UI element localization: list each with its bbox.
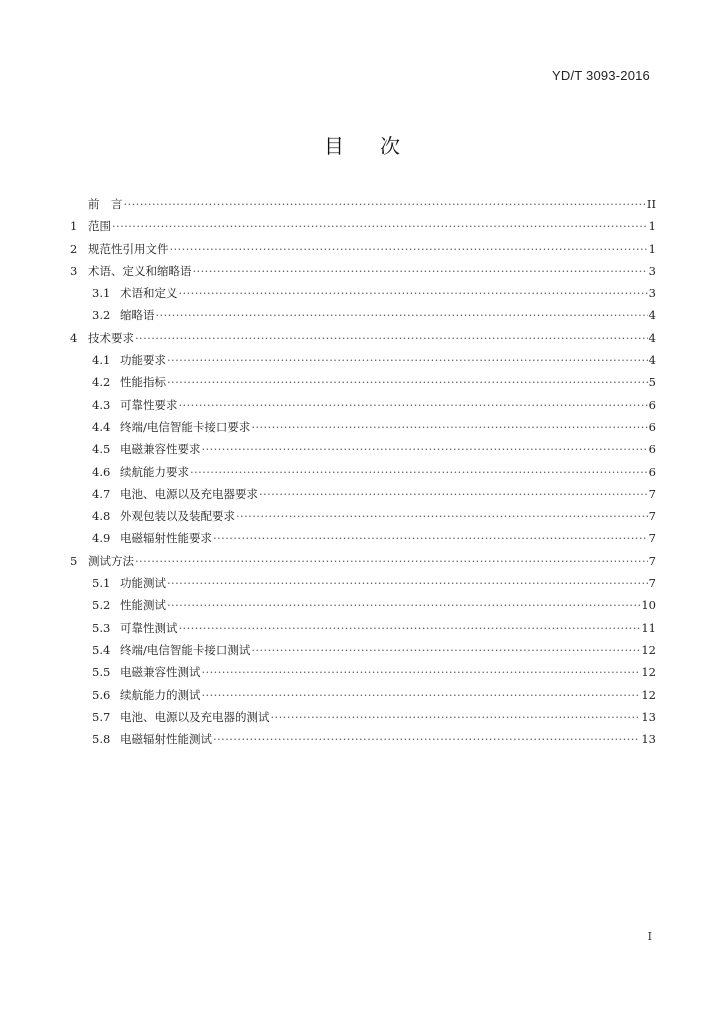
toc-leader-dots bbox=[112, 215, 648, 237]
toc-entry-number: 1 bbox=[70, 219, 78, 234]
toc-leader-dots bbox=[193, 260, 648, 282]
toc-entry-page: 6 bbox=[648, 419, 656, 434]
toc-entry-title: 终端/电信智能卡接口测试 bbox=[120, 642, 251, 657]
toc-entry-title: 技术要求 bbox=[88, 330, 134, 345]
toc-entry-title: 电磁辐射性能要求 bbox=[120, 531, 212, 546]
toc-entry-number: 5.7 bbox=[92, 709, 111, 724]
toc-entry-title: 电磁兼容性测试 bbox=[120, 665, 201, 680]
toc-entry-page: 4 bbox=[648, 353, 656, 368]
toc-entry-number: 4.6 bbox=[92, 464, 111, 479]
toc-entry-title: 功能测试 bbox=[120, 576, 166, 591]
toc-entry[interactable] bbox=[70, 661, 656, 683]
toc-entry[interactable] bbox=[70, 416, 656, 438]
toc-entry-number: 5.6 bbox=[92, 687, 111, 702]
toc-leader-dots bbox=[179, 617, 641, 639]
toc-entry-title: 规范性引用文件 bbox=[88, 241, 169, 256]
toc-entry-number: 5.5 bbox=[92, 665, 111, 680]
toc-leader-dots bbox=[170, 238, 648, 260]
toc-entry-number: 4.7 bbox=[92, 486, 111, 501]
toc-entry-number: 3 bbox=[70, 263, 78, 278]
toc-entry[interactable] bbox=[70, 193, 656, 215]
toc-entry-page: 12 bbox=[641, 642, 656, 657]
toc-title: 目次 bbox=[324, 134, 436, 158]
toc-entry-page: 10 bbox=[641, 598, 656, 613]
toc-leader-dots bbox=[202, 661, 641, 683]
toc-entry-title: 终端/电信智能卡接口要求 bbox=[120, 419, 251, 434]
toc-leader-dots bbox=[213, 728, 640, 750]
toc-entry[interactable] bbox=[70, 505, 656, 527]
toc-leader-dots bbox=[124, 193, 646, 215]
toc-entry-page: 7 bbox=[648, 576, 656, 591]
toc-entry-page: 12 bbox=[641, 665, 656, 680]
table-of-contents bbox=[70, 193, 656, 750]
toc-entry-title: 可靠性测试 bbox=[120, 620, 178, 635]
toc-entry-title: 术语、定义和缩略语 bbox=[88, 263, 192, 278]
toc-leader-dots bbox=[179, 282, 648, 304]
toc-entry[interactable] bbox=[70, 594, 656, 616]
toc-entry-number: 5.8 bbox=[92, 732, 111, 747]
toc-entry-number: 4.8 bbox=[92, 509, 111, 524]
toc-leader-dots bbox=[202, 438, 648, 460]
toc-entry[interactable] bbox=[70, 550, 656, 572]
toc-entry[interactable] bbox=[70, 304, 656, 326]
toc-entry-number: 2 bbox=[70, 241, 78, 256]
toc-entry-title: 电池、电源以及充电器的测试 bbox=[120, 709, 270, 724]
toc-entry-page: 13 bbox=[641, 709, 656, 724]
toc-entry-title: 测试方法 bbox=[88, 553, 134, 568]
toc-entry-title: 外观包装以及装配要求 bbox=[120, 509, 235, 524]
toc-leader-dots bbox=[271, 706, 641, 728]
toc-entry-number: 4.1 bbox=[92, 353, 111, 368]
toc-entry[interactable] bbox=[70, 728, 656, 750]
toc-entry[interactable] bbox=[70, 617, 656, 639]
toc-entry[interactable] bbox=[70, 394, 656, 416]
toc-leader-dots bbox=[167, 572, 648, 594]
toc-entry-page: 11 bbox=[641, 620, 656, 635]
toc-leader-dots bbox=[202, 684, 641, 706]
toc-entry-page: 6 bbox=[648, 397, 656, 412]
toc-entry-title: 电池、电源以及充电器要求 bbox=[120, 486, 258, 501]
toc-entry-title: 前 言 bbox=[88, 197, 123, 211]
toc-leader-dots bbox=[190, 461, 648, 483]
toc-leader-dots bbox=[213, 527, 648, 549]
toc-entry-number: 5.4 bbox=[92, 642, 111, 657]
toc-leader-dots bbox=[179, 394, 648, 416]
toc-entry-page: 7 bbox=[648, 486, 656, 501]
toc-entry[interactable] bbox=[70, 572, 656, 594]
toc-entry-page: 7 bbox=[648, 553, 656, 568]
toc-entry-title: 性能测试 bbox=[120, 598, 166, 613]
toc-leader-dots bbox=[135, 327, 648, 349]
toc-entry-number: 4.2 bbox=[92, 375, 111, 390]
toc-entry-number: 4.4 bbox=[92, 419, 111, 434]
toc-entry-number: 4.9 bbox=[92, 531, 111, 546]
toc-entry[interactable] bbox=[70, 706, 656, 728]
toc-entry-number: 5.2 bbox=[92, 598, 111, 613]
toc-entry-number: 3.1 bbox=[92, 286, 111, 301]
toc-entry-page: 3 bbox=[648, 286, 656, 301]
toc-entry-page: 13 bbox=[641, 732, 656, 747]
toc-leader-dots bbox=[251, 639, 640, 661]
toc-entry-number: 4.3 bbox=[92, 397, 111, 412]
toc-entry[interactable] bbox=[70, 238, 656, 260]
toc-entry-title: 电磁兼容性要求 bbox=[120, 442, 201, 457]
toc-entry-title: 功能要求 bbox=[120, 353, 166, 368]
toc-entry[interactable] bbox=[70, 215, 656, 237]
toc-leader-dots bbox=[236, 505, 648, 527]
toc-entry[interactable] bbox=[70, 483, 656, 505]
toc-entry-title: 续航能力的测试 bbox=[120, 687, 201, 702]
toc-entry-number: 4 bbox=[70, 330, 78, 345]
toc-entry-title: 可靠性要求 bbox=[120, 397, 178, 412]
toc-entry[interactable] bbox=[70, 684, 656, 706]
toc-leader-dots bbox=[135, 550, 648, 572]
toc-entry[interactable] bbox=[70, 461, 656, 483]
page-number: I bbox=[647, 930, 652, 943]
toc-leader-dots bbox=[259, 483, 648, 505]
toc-entry-page: 12 bbox=[641, 687, 656, 702]
toc-entry-page: 1 bbox=[648, 219, 656, 234]
toc-entry-title: 续航能力要求 bbox=[120, 464, 189, 479]
toc-entry-page: 4 bbox=[648, 330, 656, 345]
toc-entry-page: 6 bbox=[648, 464, 656, 479]
toc-leader-dots bbox=[156, 304, 648, 326]
toc-entry[interactable] bbox=[70, 282, 656, 304]
toc-leader-dots bbox=[167, 349, 648, 371]
toc-entry-title: 性能指标 bbox=[120, 375, 166, 390]
toc-entry-title: 范围 bbox=[88, 219, 111, 234]
toc-entry-page: 3 bbox=[648, 263, 656, 278]
toc-entry[interactable] bbox=[70, 527, 656, 549]
toc-entry-number: 5.1 bbox=[92, 576, 111, 591]
toc-entry-number: 5 bbox=[70, 553, 78, 568]
toc-entry-title: 缩略语 bbox=[120, 308, 155, 323]
toc-entry-title: 术语和定义 bbox=[120, 286, 178, 301]
toc-entry-page: II bbox=[646, 197, 656, 211]
toc-entry-number: 3.2 bbox=[92, 308, 111, 323]
toc-leader-dots bbox=[167, 371, 648, 393]
toc-entry-page: 6 bbox=[648, 442, 656, 457]
toc-leader-dots bbox=[167, 594, 640, 616]
toc-entry[interactable] bbox=[70, 327, 656, 349]
toc-entry-page: 1 bbox=[648, 241, 656, 256]
toc-entry-number: 5.3 bbox=[92, 620, 111, 635]
toc-entry-page: 4 bbox=[648, 308, 656, 323]
toc-entry-page: 5 bbox=[648, 375, 656, 390]
toc-entry[interactable] bbox=[70, 260, 656, 282]
toc-entry[interactable] bbox=[70, 349, 656, 371]
toc-entry[interactable] bbox=[70, 639, 656, 661]
standard-number: YD/T 3093-2016 bbox=[552, 68, 650, 83]
toc-entry-title: 电磁辐射性能测试 bbox=[120, 732, 212, 747]
toc-entry-page: 7 bbox=[648, 509, 656, 524]
toc-entry-page: 7 bbox=[648, 531, 656, 546]
toc-entry[interactable] bbox=[70, 371, 656, 393]
toc-leader-dots bbox=[251, 416, 647, 438]
toc-entry[interactable] bbox=[70, 438, 656, 460]
toc-entry-number: 4.5 bbox=[92, 442, 111, 457]
